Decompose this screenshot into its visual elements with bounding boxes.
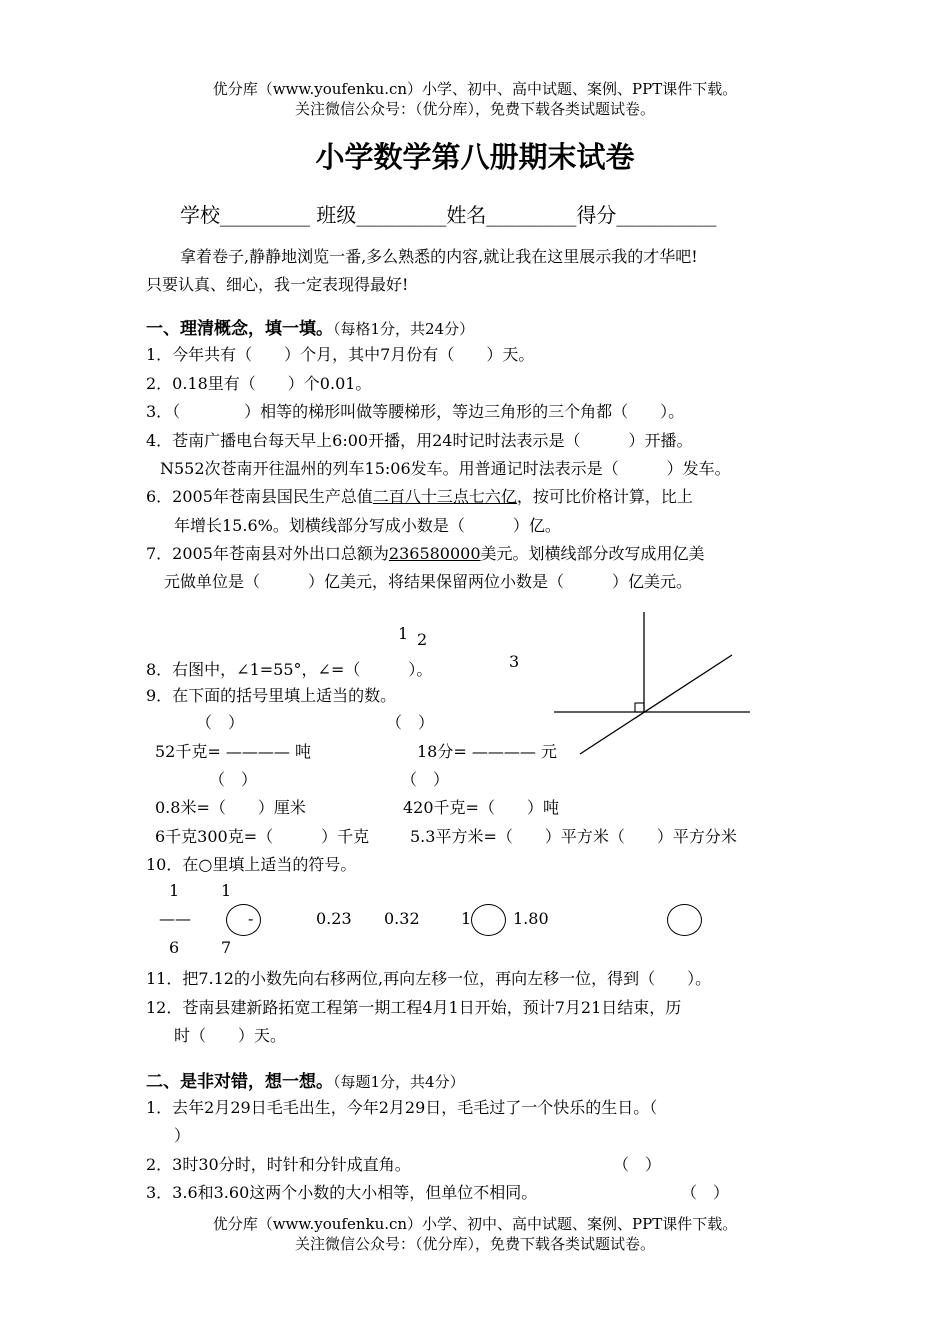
question-12-line-2: 时（ ）天。 [174,1026,287,1045]
intro-line-2: 只要认真、细心，我一定表现得最好! [146,275,409,294]
section-2-heading [146,1067,465,1092]
q10-compare-circle-1[interactable] [226,904,261,936]
question-5: N552次苍南开往温州的列车15:06发车。用普通记时法表示是（ ）发车。 [160,459,731,478]
q10-numerator-2: 1 [221,881,232,900]
q9-b-left: 18分= [417,742,467,761]
q10-compare-circle-3[interactable] [667,904,702,936]
judge-2-paren: （ ） [613,1155,662,1174]
oblique-line [580,655,732,754]
q9-e: 6千克300克=（ ）千克 [155,827,370,846]
q10-value-3: 1 [461,909,472,928]
question-6-line-2: 年增长15.6%。划横线部分写成小数是（ ）亿。 [174,516,561,535]
q9-a-unit: 吨 [294,742,311,761]
q10-fraction-bar-1: —— [159,909,191,928]
q9-b-denominator-blank: （ ） [401,770,450,789]
question-9: 9．在下面的括号里填上适当的数。 [146,686,397,705]
q9-a-left: 52千克= [155,742,221,761]
header-line-1: 优分库（www.youfenku.cn）小学、初中、高中试题、案例、PPT课件下载。 [212,80,738,98]
q9-b-unit: 元 [540,742,557,761]
judge-3-paren: （ ） [681,1183,730,1202]
section-1-title: 一、理清概念，填一填。 [146,319,333,339]
question-1: 1．今年共有（ ）个月，其中7月份有（ ）天。 [146,345,535,364]
angle-label-1: 1 [398,624,409,643]
question-12-line-1: 12．苍南县建新路拓宽工程第一期工程4月1日开始，预计7月21日结束，历 [146,998,682,1017]
student-info-fields: 学校_________ 班级_________姓名_________得分__________ [180,203,717,227]
section-1-note: （每格1分，共24分） [333,320,475,338]
q10-value-1: 0.23 [316,909,352,928]
q10-compare-circle-2[interactable] [471,904,506,936]
q7-pre: 7．2005年苍南县对外出口总额为 [146,544,389,563]
question-7-line-2: 元做单位是（ ）亿美元，将结果保留两位小数是（ ）亿美元。 [164,572,693,591]
q10-denominator-2: 7 [221,938,232,957]
q10-value-4: 1.80 [513,909,549,928]
judge-1-line-2: ） [174,1126,191,1145]
judge-1-line-1: 1．去年2月29日毛毛出生，今年2月29日，毛毛过了一个快乐的生日。（ [146,1098,658,1117]
section-2-title: 二、是非对错，想一想。 [146,1072,333,1092]
q7-underlined: 236580000 [388,544,481,563]
q10-numerator-1: 1 [169,881,180,900]
q9-a-denominator-blank: （ ） [209,770,258,789]
q7-post: 美元。划横线部分改写成用亿美 [480,544,705,563]
intro-line-1: 拿着卷子,静静地浏览一番,多么熟悉的内容,就让我在这里展示我的才华吧! [180,247,698,266]
question-10: 10．在○里填上适当的符号。 [146,855,357,874]
q9-f: 5.3平方米=（ ）平方米（ ）平方分米 [410,827,737,846]
header-line-2: 关注微信公众号：（优分库），免费下载各类试题试卷。 [294,100,655,118]
q9-d: 420千克=（ ）吨 [403,798,559,817]
judge-2: 2．3时30分时，时针和分针成直角。 [146,1155,411,1174]
q9-b-dash: ———— [471,742,536,761]
right-angle-mark [635,703,644,712]
q9-b-main [417,739,557,762]
q10-value-2: 0.32 [384,909,420,928]
question-2: 2．0.18里有（ ）个0.01。 [146,374,372,393]
q10-fraction-bar-2: - [248,909,254,928]
footer-line-1: 优分库（www.youfenku.cn）小学、初中、高中试题、案例、PPT课件下载。 [212,1215,738,1233]
q9-c: 0.8米=（ ）厘米 [155,798,306,817]
q9-a-main [155,739,311,762]
q10-denominator-1: 6 [169,938,180,957]
question-8: 8．右图中，∠1=55°，∠=（ ）。 [146,660,433,679]
angle-label-2: 2 [417,630,428,649]
question-3: 3．（ ）相等的梯形叫做等腰梯形，等边三角形的三个角都（ ）。 [146,402,685,421]
judge-3: 3．3.6和3.60这两个小数的大小相等，但单位不相同。 [146,1183,538,1202]
q9-a-dash: ———— [225,742,290,761]
question-11: 11．把7.12的小数先向右移两位,再向左移一位，再向左移一位，得到（ ）。 [146,969,712,988]
q9-a-numerator-blank: （ ） [196,713,245,732]
page-title: 小学数学第八册期末试卷 [315,140,635,174]
q6-pre: 6．2005年苍南县国民生产总值 [146,487,373,506]
section-2-note: （每题1分，共4分） [333,1073,465,1091]
q6-post: ，按可比价格计算，比上 [516,487,693,506]
footer-line-2: 关注微信公众号：（优分库），免费下载各类试题试卷。 [294,1235,655,1253]
q9-b-numerator-blank: （ ） [386,713,435,732]
question-4: 4．苍南广播电台每天早上6:00开播，用24时记时法表示是（ ）开播。 [146,431,693,450]
angle-label-3: 3 [509,652,520,671]
q6-underlined: 二百八十三点七六亿 [372,487,517,506]
